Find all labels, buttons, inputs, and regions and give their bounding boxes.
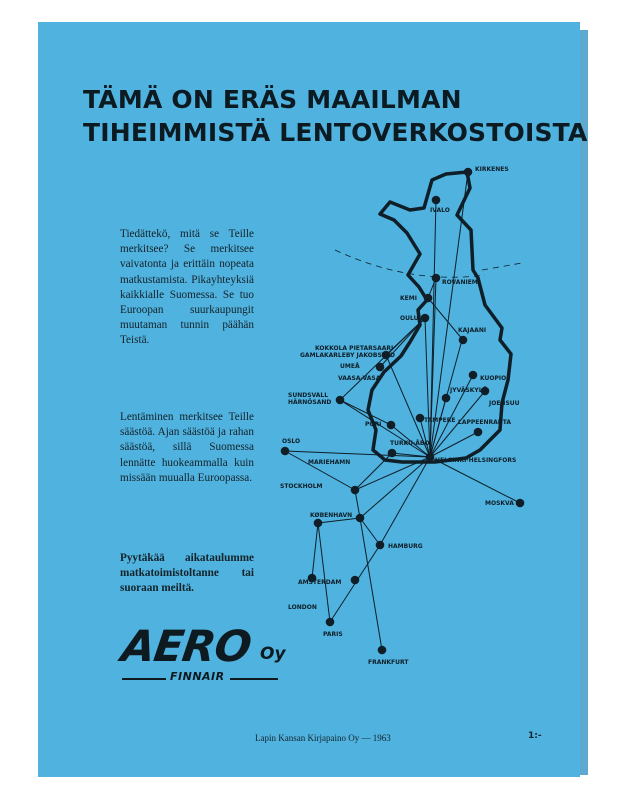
label-vaasa: VAASA-VASA — [338, 375, 381, 382]
label-kirkenes: KIRKENES — [475, 166, 509, 173]
printer-credit: Lapin Kansan Kirjapaino Oy — 1963 — [255, 733, 391, 743]
label-turku: TURKU·ÅBO — [390, 440, 430, 447]
headline-line-2: TIHEIMMISTÄ LENTOVERKOSTOISTA — [83, 118, 588, 147]
label-tampere: TAMPERE — [424, 417, 456, 424]
label-stockholm: STOCKHOLM — [280, 483, 323, 490]
label-oslo: OSLO — [282, 438, 301, 445]
logo-wordmark: AERO — [118, 622, 254, 672]
label-umea: UMEÅ — [340, 363, 360, 370]
route-map — [260, 160, 560, 680]
label-london: LONDON — [288, 604, 317, 611]
label-mariehamn: MARIEHAMN — [308, 459, 351, 466]
label-joensuu: JOENSUU — [489, 400, 520, 407]
body-paragraph-1: Tiedättekö, mitä se Teille merkitsee? Se merkitsee vaivatonta ja erittäin nopeata matkustamista. Pikayhteyksiä kaikkialle Suomessa. Se tuo Euroopan suurkaupungit muutaman tunnin päähän Teistä. — [120, 228, 254, 347]
label-kemi: KEMI — [400, 295, 417, 302]
label-hamburg: HAMBURG — [388, 543, 423, 550]
label-kokkola: KOKKOLA PIETARSAARI — [315, 345, 394, 352]
label-rovaniemi: ROVANIEMI — [442, 279, 480, 286]
body-paragraph-3: Pyytäkää aikataulumme matkatoimistoltanne tai suoraan meiltä. — [120, 552, 254, 595]
label-lappeenranta: LAPPEENRANTA — [458, 419, 512, 426]
label-kuopio: KUOPIO — [480, 375, 507, 382]
price: 1:- — [528, 731, 542, 741]
logo-rule-left — [122, 678, 166, 680]
label-harnosand: HÄRNÖSAND — [288, 399, 332, 406]
label-kobenhavn: KØBENHAVN — [310, 512, 353, 519]
label-moskva: MOSKVA — [485, 500, 514, 507]
label-helsinki: HELSINKI·HELSINGFORS — [435, 457, 517, 464]
label-ivalo: IVALO — [430, 207, 450, 214]
body-paragraph-2: Lentäminen merkitsee Teille säästöä. Ajan säästöä ja rahan säästöä, sillä Suomessa lennätte huokeammalla kuin missään muualla Euroopassa. — [120, 411, 254, 484]
label-amsterdam: AMSTERDAM — [298, 579, 342, 586]
headline-line-1: TÄMÄ ON ERÄS MAAILMAN — [83, 85, 462, 114]
label-gamlakarleby: GAMLAKARLEBY JAKOBSTAD — [300, 352, 396, 359]
label-jyvaskyla: JYVÄSKYLÄ — [450, 387, 488, 394]
arctic-circle-arc-east — [482, 263, 522, 270]
label-oulu: OULU — [400, 315, 419, 322]
label-kajaani: KAJAANI — [458, 327, 487, 334]
logo-suffix: Oy — [260, 644, 286, 664]
label-pori: PORI — [365, 421, 382, 428]
label-sundsvall: SUNDSVALL — [288, 392, 329, 399]
label-paris: PARIS — [323, 631, 343, 638]
label-frankfurt: FRANKFURT — [368, 659, 409, 666]
logo-subtitle: FINNAIR — [170, 670, 225, 683]
